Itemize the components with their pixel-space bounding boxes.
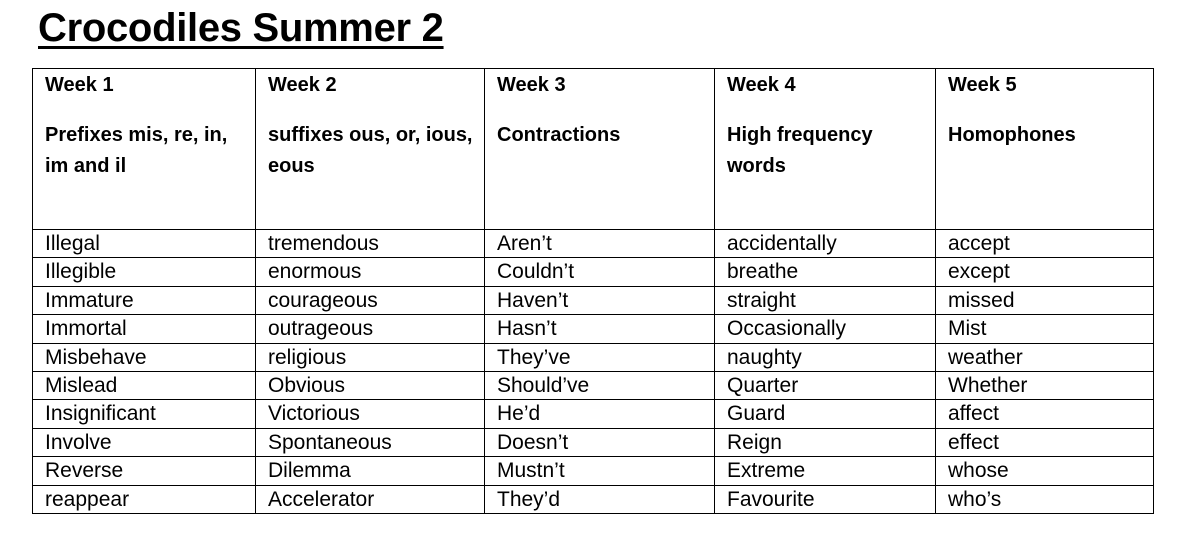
spelling-word-cell: Mist <box>936 315 1154 343</box>
spelling-word-cell: breathe <box>715 258 936 286</box>
spelling-word-cell: outrageous <box>256 315 485 343</box>
spelling-word-cell: whose <box>936 457 1154 485</box>
spelling-word-cell: affect <box>936 400 1154 428</box>
table-row <box>33 428 1154 456</box>
spelling-word-cell: courageous <box>256 286 485 314</box>
spelling-word-cell: They’d <box>485 485 715 513</box>
week-label: Week 1 <box>45 74 114 96</box>
week-header-cell <box>485 69 715 230</box>
spelling-word-cell: Victorious <box>256 400 485 428</box>
spelling-word-cell: straight <box>715 286 936 314</box>
spelling-word-cell: tremendous <box>256 230 485 258</box>
week-label: Week 3 <box>497 74 566 96</box>
spelling-word-cell: They’ve <box>485 343 715 371</box>
spelling-word-cell: missed <box>936 286 1154 314</box>
spelling-word-cell: Mislead <box>33 371 256 399</box>
spelling-word-cell: Haven’t <box>485 286 715 314</box>
spelling-word-cell: religious <box>256 343 485 371</box>
table-row <box>33 485 1154 513</box>
spelling-word-cell: Obvious <box>256 371 485 399</box>
week-label: Week 5 <box>948 74 1017 96</box>
spelling-word-cell: enormous <box>256 258 485 286</box>
spelling-word-cell: Insignificant <box>33 400 256 428</box>
spelling-word-cell: Reverse <box>33 457 256 485</box>
spelling-table <box>32 68 1154 514</box>
week-header-cell <box>715 69 936 230</box>
week-header-cell <box>33 69 256 230</box>
spelling-word-cell: accept <box>936 230 1154 258</box>
spelling-word-cell: Extreme <box>715 457 936 485</box>
spelling-word-cell: Involve <box>33 428 256 456</box>
spelling-word-cell: Quarter <box>715 371 936 399</box>
table-row <box>33 343 1154 371</box>
table-row <box>33 371 1154 399</box>
spelling-word-cell: Couldn’t <box>485 258 715 286</box>
header-row <box>33 69 1154 230</box>
spelling-word-cell: Occasionally <box>715 315 936 343</box>
spelling-word-cell: Should’ve <box>485 371 715 399</box>
spelling-word-cell: Spontaneous <box>256 428 485 456</box>
spelling-word-cell: Favourite <box>715 485 936 513</box>
week-topic: High frequency words <box>727 124 873 177</box>
week-topic: Prefixes mis, re, in, im and il <box>45 124 228 177</box>
week-topic: Homophones <box>948 124 1076 146</box>
spelling-word-cell: Doesn’t <box>485 428 715 456</box>
spelling-word-cell: accidentally <box>715 230 936 258</box>
spelling-word-cell: who’s <box>936 485 1154 513</box>
week-label: Week 4 <box>727 74 796 96</box>
spelling-word-cell: weather <box>936 343 1154 371</box>
spelling-word-cell: Aren’t <box>485 230 715 258</box>
spelling-word-cell: Reign <box>715 428 936 456</box>
spelling-word-cell: Immature <box>33 286 256 314</box>
spelling-word-cell: Mustn’t <box>485 457 715 485</box>
spelling-word-cell: effect <box>936 428 1154 456</box>
table-row <box>33 230 1154 258</box>
week-header-cell <box>256 69 485 230</box>
spelling-word-cell: reappear <box>33 485 256 513</box>
week-topic: Contractions <box>497 124 621 146</box>
table-row <box>33 258 1154 286</box>
spelling-word-cell: He’d <box>485 400 715 428</box>
table-row <box>33 315 1154 343</box>
spelling-word-cell: Accelerator <box>256 485 485 513</box>
spelling-word-cell: Immortal <box>33 315 256 343</box>
spelling-word-cell: Whether <box>936 371 1154 399</box>
week-label: Week 2 <box>268 74 337 96</box>
table-row <box>33 457 1154 485</box>
spelling-word-cell: Illegal <box>33 230 256 258</box>
spelling-word-cell: Hasn’t <box>485 315 715 343</box>
spelling-word-cell: Misbehave <box>33 343 256 371</box>
week-header-cell <box>936 69 1154 230</box>
spelling-word-cell: except <box>936 258 1154 286</box>
table-row <box>33 400 1154 428</box>
spelling-word-cell: Guard <box>715 400 936 428</box>
spelling-word-cell: Illegible <box>33 258 256 286</box>
table-row <box>33 286 1154 314</box>
week-topic: suffixes ous, or, ious, eous <box>268 124 473 177</box>
spelling-word-cell: naughty <box>715 343 936 371</box>
spelling-word-cell: Dilemma <box>256 457 485 485</box>
page-title: Crocodiles Summer 2 <box>38 6 444 50</box>
